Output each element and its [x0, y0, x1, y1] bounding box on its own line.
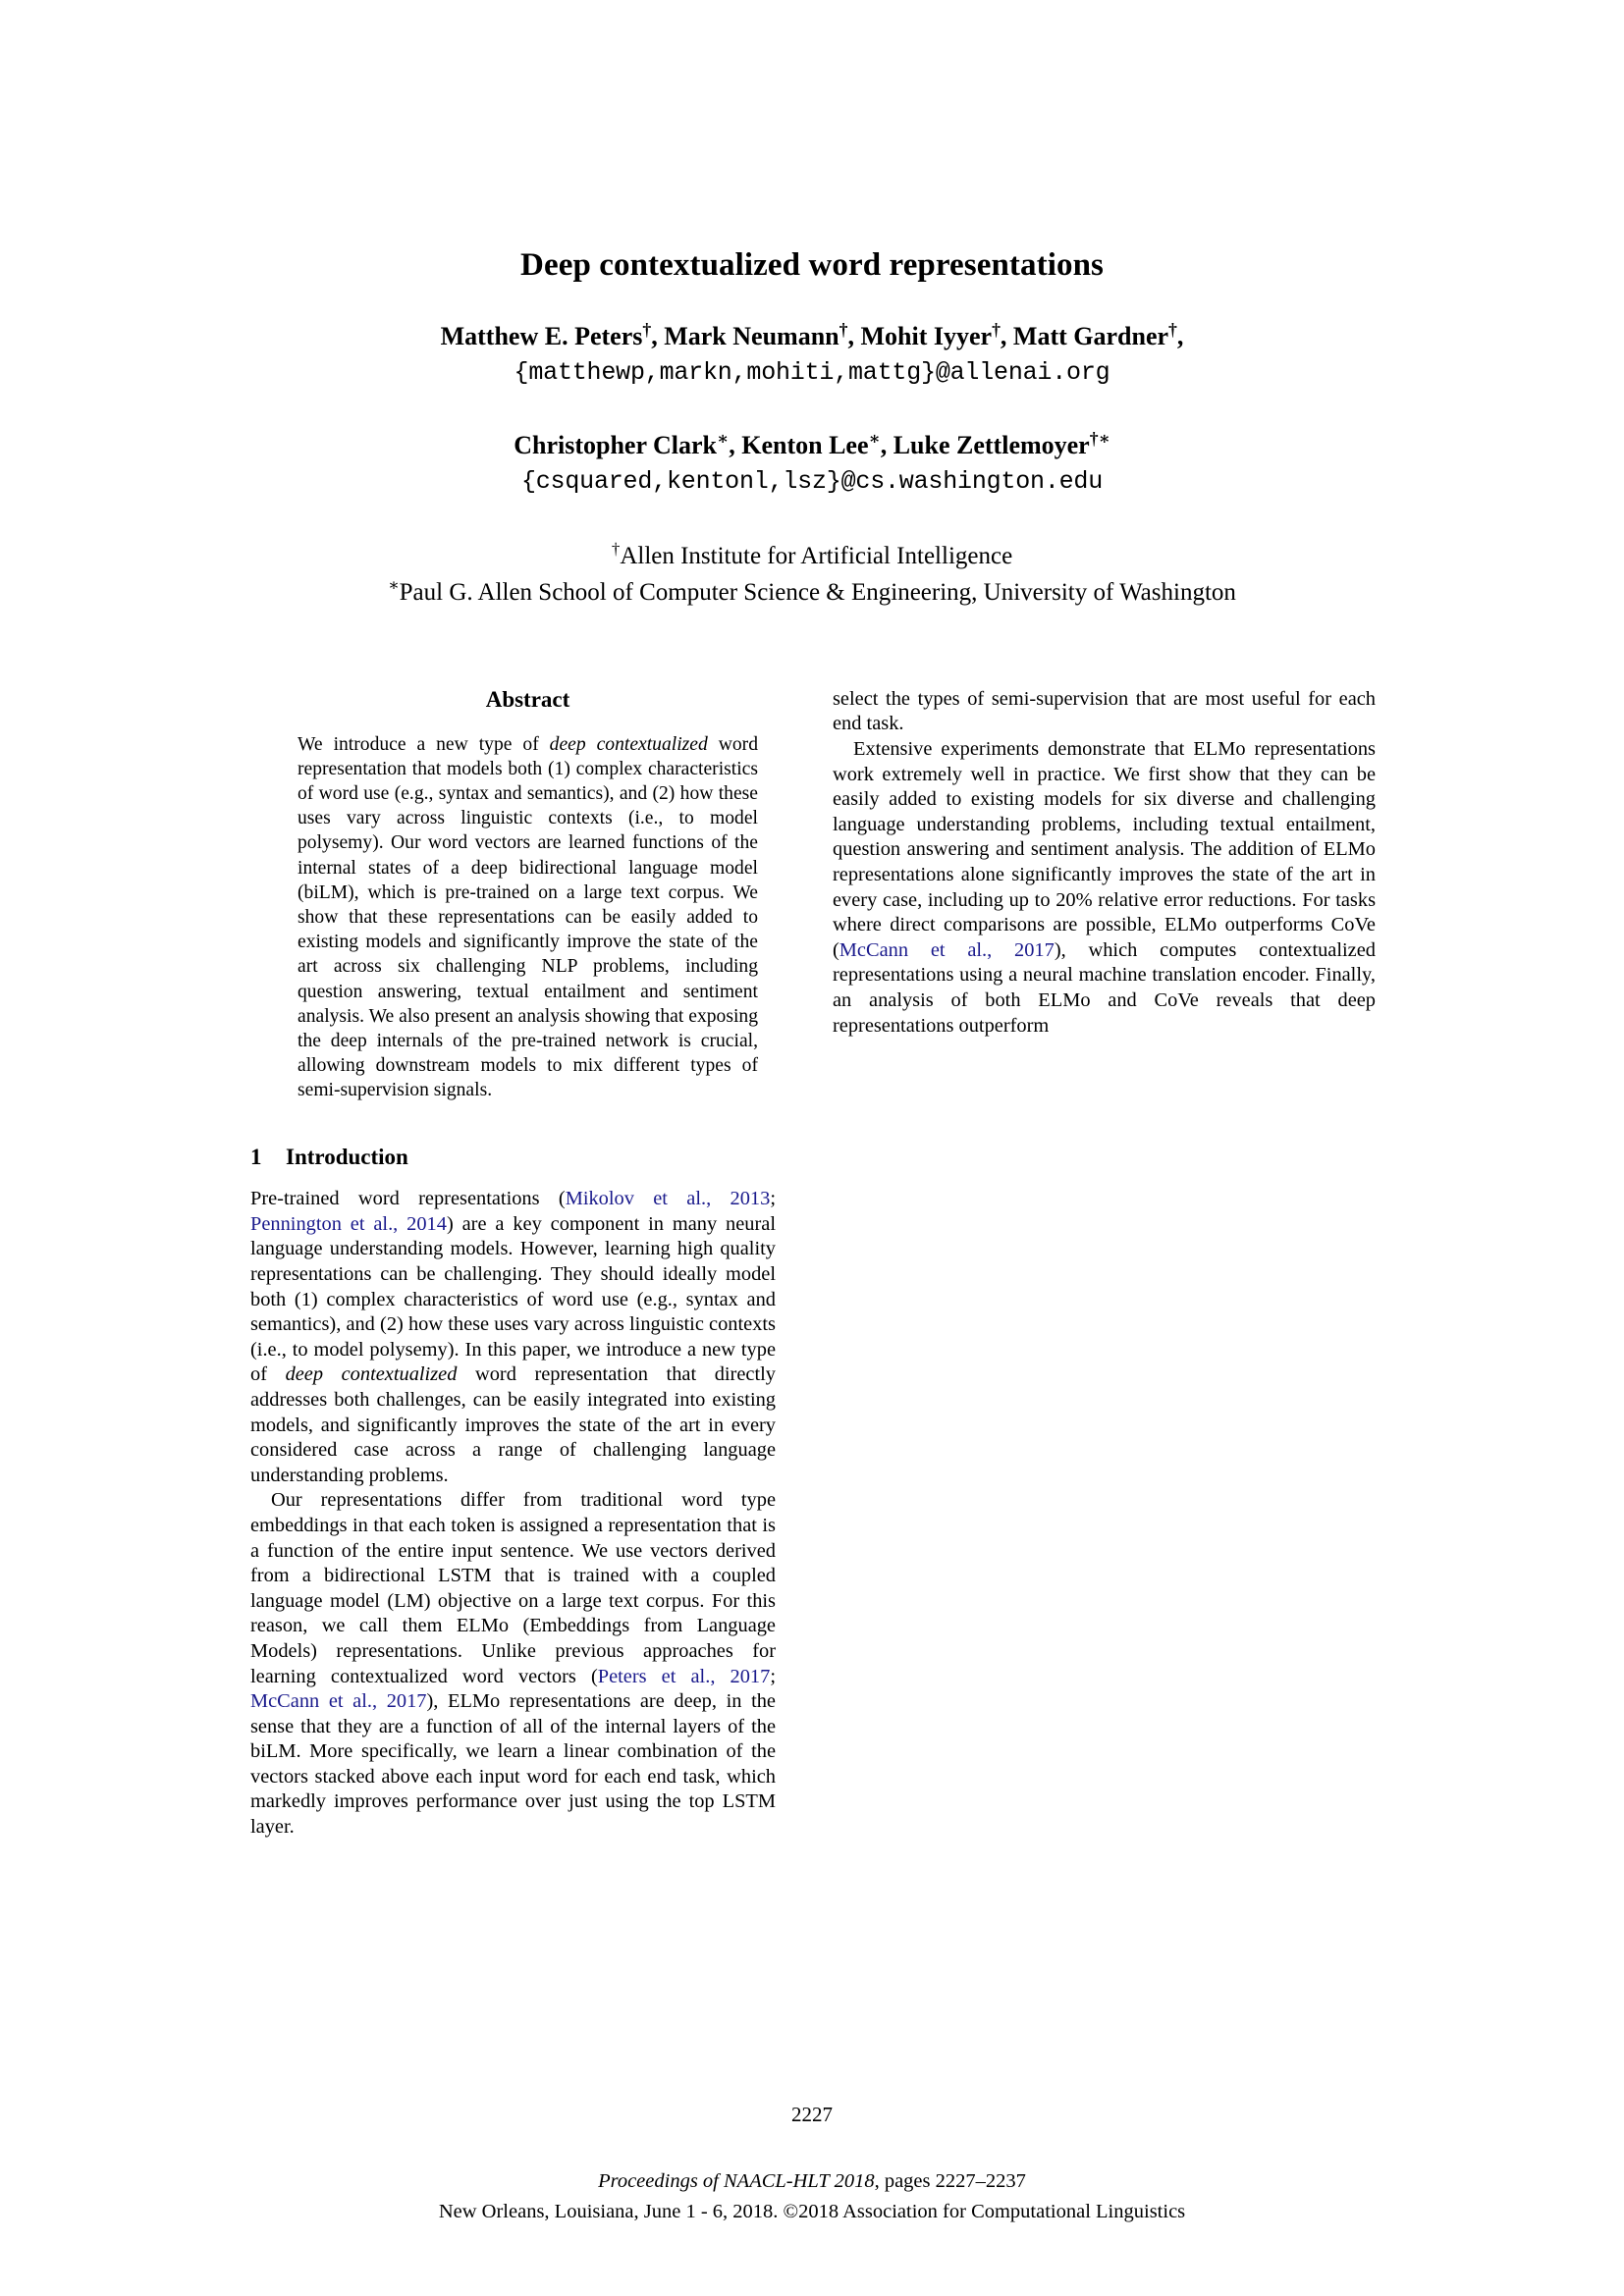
affiliation-1 — [223, 541, 1401, 573]
paragraph-text: word representation that directly addresses both challenges, can be easily integrated into existing models, and significantly improves the state of the art in every considered case across a range of challenging language understanding problems. — [250, 1363, 776, 1486]
right-column — [833, 687, 1376, 2032]
abstract-text-1: We introduce a new type of — [298, 733, 550, 755]
section-heading-introduction — [250, 1145, 776, 1170]
title-block — [223, 247, 1401, 613]
intro-paragraph-4 — [833, 737, 1376, 1039]
paragraph-text: ; — [770, 1188, 776, 1210]
author-name: Matt Gardner — [1012, 322, 1169, 351]
citation-link[interactable]: Peters et al., 2017 — [597, 1665, 771, 1687]
affiliation-block — [223, 541, 1401, 609]
abstract-heading: Abstract — [485, 687, 570, 712]
author-name: Mark Neumann — [664, 322, 839, 351]
paragraph-emphasis: deep contextualized — [285, 1363, 458, 1386]
intro-paragraph-1 — [250, 1187, 776, 1488]
author-name: Luke Zettlemoyer — [893, 431, 1090, 460]
author-affiliation-mark: † — [839, 319, 848, 340]
author-line-1: Matthew E. Peters†, Mark Neumann†, Mohit Iyyer†, Matt Gardner†, — [440, 319, 1184, 351]
author-email-line-2: {csquared,kentonl,lsz}@cs.washington.edu — [520, 466, 1104, 496]
author-group-2 — [223, 430, 1401, 498]
author-affiliation-mark: † — [992, 319, 1001, 340]
affiliation-2 — [223, 577, 1401, 610]
author-email-line-1: {matthewp,markn,mohiti,mattg}@allenai.org — [514, 357, 1110, 387]
page-number: 2227 — [791, 2103, 833, 2126]
footer-block — [0, 2166, 1624, 2227]
citation-link[interactable]: McCann et al., 2017 — [839, 938, 1055, 961]
author-affiliation-mark: † — [642, 319, 652, 340]
paragraph-text: ) are a key component in many neural language understanding models. However, learning high quality representations can be challenging. They should ideally model both (1) complex characteristics of word use (e.g., syntax and semantics), and (2) how these uses vary across linguistic contexts (i.e., to model polysemy). In this paper, we introduce a new type of — [250, 1212, 777, 1386]
paragraph-text: Extensive experiments demonstrate that ELMo representations work extremely well in practice. We first show that they can be easily added to existing models for six diverse and challenging language understanding problems, including textual entailment, question answering and sentiment analysis. The addition of ELMo representations alone significantly improves the state of the art in every case, including up to 20% relative error reductions. For tasks where direct comparisons are possible, ELMo outperforms CoVe ( — [833, 738, 1376, 961]
affiliation-mark: ∗ — [388, 575, 400, 595]
author-name: Christopher Clark — [514, 431, 718, 460]
affiliation-text: Allen Institute for Artificial Intelligence — [620, 543, 1013, 570]
author-affiliation-mark: ∗ — [868, 428, 881, 449]
abstract-text-2: word representation that models both (1) complex characteristics of word use (e.g., syntax and semantics), and (2) how these uses vary across linguistic contexts (i.e., to model polysemy). Our word vectors are learned functions of the internal states of a deep bidirectional language model (biLM), which is pre-trained on a large text corpus. We show that these representations can be easily added to existing models and significantly improve the state of the art across six challenging NLP problems, including question answering, textual entailment and sentiment analysis. We also present an analysis showing that exposing the deep internals of the pre-trained network is crucial, allowing downstream models to mix different types of semi-supervision signals. — [298, 733, 758, 1101]
venue-line: New Orleans, Louisiana, June 1 - 6, 2018. ©2018 Association for Computational Linguistics — [438, 2201, 1186, 2222]
paragraph-text: Our representations differ from traditional word type embeddings in that each token is assigned a representation that is a function of the entire input sentence. We use vectors derived from a bidirectional LSTM that is trained with a coupled language model (LM) objective on a large text corpus. For this reason, we call them ELMo (Embeddings from Language Models) representations. Unlike previous approaches for learning contextualized word vectors ( — [250, 1489, 776, 1687]
intro-paragraph-2 — [250, 1488, 776, 1840]
citation-link[interactable]: Mikolov et al., 2013 — [565, 1188, 771, 1210]
author-name: Matthew E. Peters — [440, 322, 643, 351]
author-name: Mohit Iyyer — [860, 322, 993, 351]
paragraph-text: Pre-trained word representations ( — [250, 1188, 566, 1210]
proceedings-pages: , pages 2227–2237 — [874, 2170, 1026, 2192]
paragraph-text: ), ELMo representations are deep, in the sense that they are a function of all of the internal layers of the biLM. More specifically, we learn a linear combination of the vectors stacked above each input word for each end task, which markedly improves performance over just using the top LSTM layer. — [250, 1690, 776, 1839]
abstract-emphasis: deep contextualized — [549, 733, 708, 755]
paragraph-text: ), which computes contextualized representations using a neural machine translation encoder. Finally, an analysis of both ELMo and CoVe reveals that deep representations outperform — [833, 938, 1376, 1037]
affiliation-mark: † — [611, 539, 621, 559]
author-name: Kenton Lee — [741, 431, 869, 460]
author-affiliation-mark: ∗ — [717, 428, 730, 449]
proceedings-line — [0, 2166, 1624, 2197]
paragraph-text: ; — [770, 1665, 776, 1687]
citation-link[interactable]: McCann et al., 2017 — [250, 1690, 427, 1713]
abstract-body — [250, 732, 776, 1103]
left-column — [250, 687, 776, 1841]
author-line-2: Christopher Clark∗, Kenton Lee∗, Luke Zettlemoyer†∗ — [514, 428, 1110, 460]
intro-paragraph-3: select the types of semi-supervision that are most useful for each end task. — [833, 687, 1376, 735]
author-affiliation-mark: † — [1168, 319, 1177, 340]
proceedings-title: Proceedings of NAACL-HLT 2018 — [598, 2170, 875, 2192]
author-affiliation-mark: †∗ — [1089, 428, 1110, 449]
section-number: 1 — [250, 1144, 262, 1169]
section-title: Introduction — [286, 1144, 408, 1169]
citation-link[interactable]: Pennington et al., 2014 — [250, 1212, 447, 1235]
affiliation-text: Paul G. Allen School of Computer Science & Engineering, University of Washington — [399, 578, 1236, 606]
page-title: Deep contextualized word representations — [520, 247, 1104, 283]
